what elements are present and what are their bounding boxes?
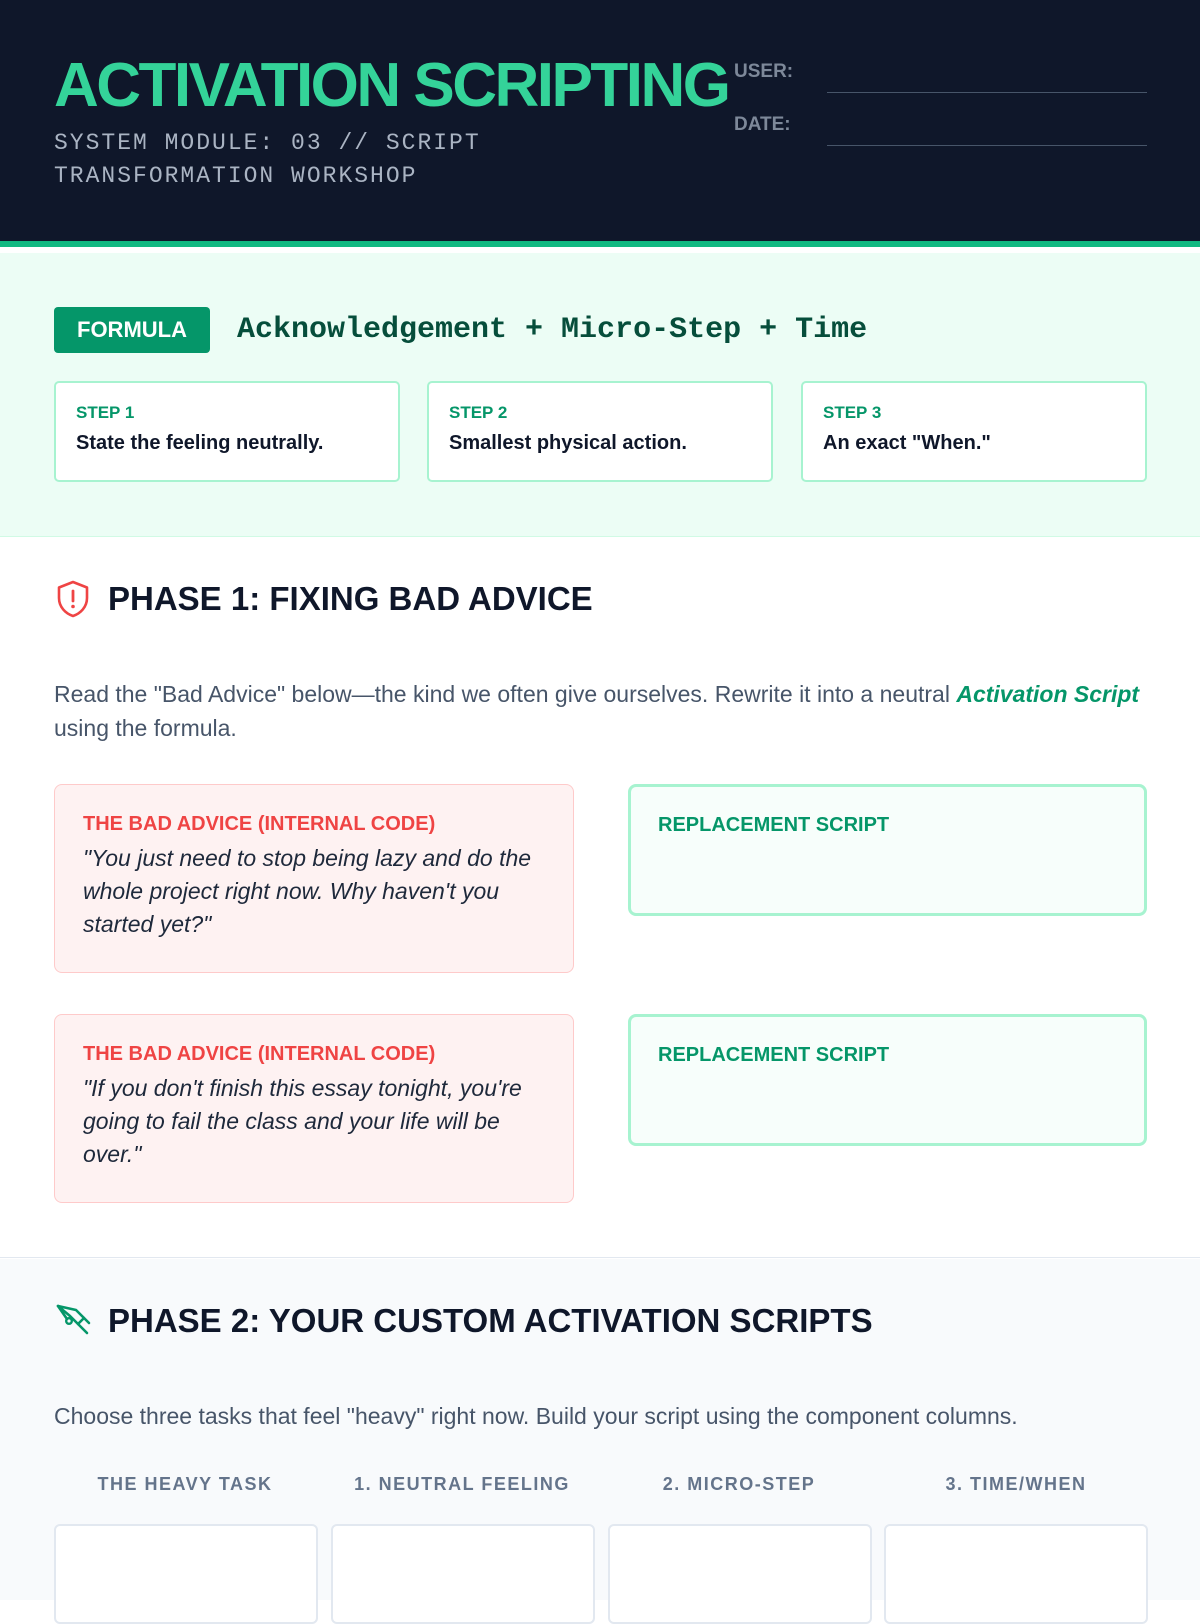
bad-advice-quote: "You just need to stop being lazy and do the whole project right now. Why haven't you started yet?" [83, 845, 532, 937]
step-label: STEP 3 [823, 403, 882, 422]
step-text: Smallest physical action. [449, 432, 687, 454]
formula-section [0, 253, 1200, 537]
bad-advice-quote: "If you don't finish this essay tonight, you're going to fail the class and your life will be over." [83, 1075, 522, 1167]
replacement-script-box[interactable] [628, 1014, 1147, 1146]
step-label: STEP 2 [449, 403, 508, 422]
phase2-heading [54, 1302, 873, 1340]
date-field[interactable] [827, 145, 1147, 146]
step-card-2 [427, 381, 773, 482]
module-subtitle: SYSTEM MODULE: 03 // SCRIPT TRANSFORMATION WORKSHOP [54, 130, 481, 189]
intro-text: using the formula. [54, 715, 237, 741]
step-text: An exact "When." [823, 432, 991, 454]
bad-advice-card [54, 1014, 574, 1203]
step-label: STEP 1 [76, 403, 135, 422]
intro-emphasis: Activation Script [956, 681, 1140, 707]
phase1-heading [54, 580, 593, 618]
formula-text: Acknowledgement + Micro-Step + Time [237, 313, 868, 347]
step-card-1 [54, 381, 400, 482]
page-header [0, 0, 1200, 247]
phase1-intro [54, 677, 1149, 745]
column-header-micro-step: 2. MICRO-STEP [662, 1474, 816, 1494]
formula-badge: FORMULA [54, 307, 210, 353]
replacement-script-label: REPLACEMENT SCRIPT [658, 814, 890, 836]
heavy-task-input[interactable] [54, 1524, 318, 1624]
user-field[interactable] [827, 92, 1147, 93]
pen-tool-icon [54, 1302, 92, 1340]
replacement-script-box[interactable] [628, 784, 1147, 916]
step-card-3 [801, 381, 1147, 482]
step-text: State the feeling neutrally. [76, 432, 324, 454]
replacement-script-label: REPLACEMENT SCRIPT [658, 1044, 890, 1066]
user-label: USER: [734, 61, 794, 82]
shield-alert-icon [54, 580, 92, 618]
time-when-input[interactable] [884, 1524, 1148, 1624]
column-header-time-when: 3. TIME/WHEN [945, 1474, 1087, 1494]
bad-advice-label: THE BAD ADVICE (INTERNAL CODE) [83, 813, 436, 835]
date-label: DATE: [734, 114, 791, 135]
micro-step-input[interactable] [608, 1524, 872, 1624]
column-header-heavy-task: THE HEAVY TASK [97, 1474, 273, 1494]
phase2-intro: Choose three tasks that feel "heavy" right now. Build your script using the component columns. [54, 1403, 1018, 1429]
phase2-title: PHASE 2: YOUR CUSTOM ACTIVATION SCRIPTS [108, 1302, 873, 1339]
bad-advice-label: THE BAD ADVICE (INTERNAL CODE) [83, 1043, 436, 1065]
page-title: ACTIVATION SCRIPTING [54, 51, 729, 120]
column-header-neutral-feeling: 1. NEUTRAL FEELING [354, 1474, 570, 1494]
neutral-feeling-input[interactable] [331, 1524, 595, 1624]
intro-text: Read the "Bad Advice" below—the kind we often give ourselves. Rewrite it into a neutral [54, 681, 957, 707]
bad-advice-card [54, 784, 574, 973]
phase1-title: PHASE 1: FIXING BAD ADVICE [108, 580, 593, 617]
phase1-section [0, 537, 1200, 1258]
